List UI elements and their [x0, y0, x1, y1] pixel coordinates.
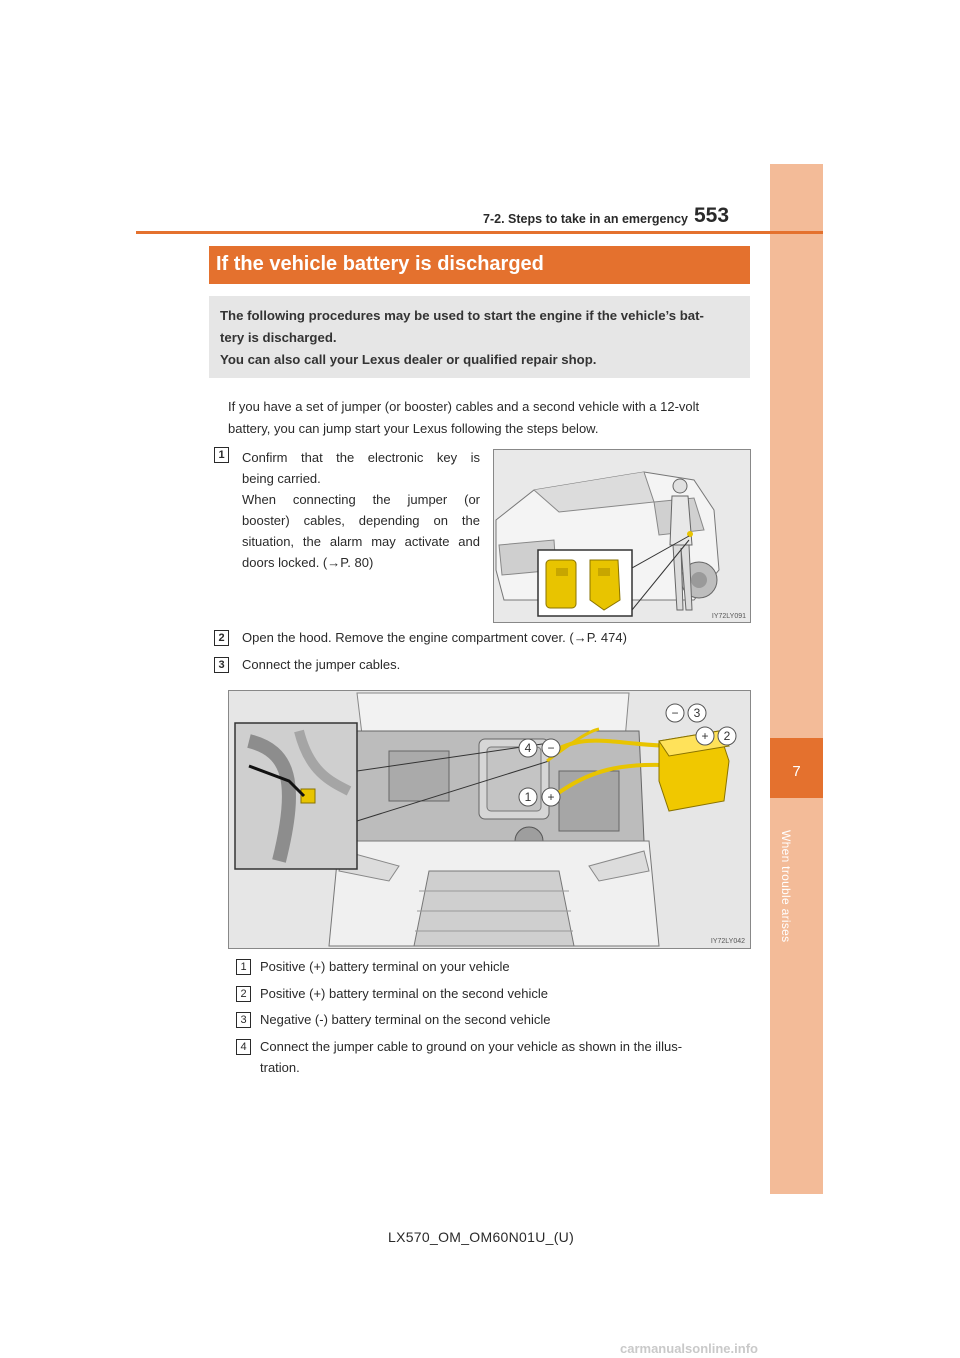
- step-line: being carried.: [242, 471, 321, 486]
- step-1-text: [242, 447, 480, 573]
- callout-label: −: [671, 706, 679, 720]
- car-and-person-drawing: [494, 450, 750, 622]
- item-4-text: [260, 1036, 750, 1078]
- item-1-text: Positive (+) battery terminal on your vehicle: [260, 959, 510, 974]
- intro-text: [220, 305, 745, 371]
- chapter-title: When trouble arises: [779, 830, 793, 943]
- callout-label: +: [547, 790, 555, 804]
- step-number-2: 2: [214, 630, 229, 646]
- electronic-key-illustration: [493, 449, 751, 623]
- item-line: tration.: [260, 1060, 300, 1075]
- step-line: booster) cables, depending on the: [242, 513, 480, 528]
- step-3-text: Connect the jumper cables.: [242, 657, 401, 672]
- item-number-3: 3: [236, 1012, 251, 1028]
- document-code: LX570_OM_OM60N01U_(U): [388, 1229, 575, 1245]
- callout-label: 4: [524, 741, 532, 755]
- item-2-text: Positive (+) battery terminal on the second vehicle: [260, 986, 548, 1001]
- callout-label: 1: [524, 790, 532, 804]
- step-line: Confirm that the electronic key is: [242, 450, 480, 465]
- callout-label: −: [547, 741, 555, 755]
- callout-label: +: [701, 729, 709, 743]
- engine-bay-drawing: [229, 691, 750, 948]
- page-number: 553: [694, 204, 730, 227]
- item-number-4: 4: [236, 1039, 251, 1055]
- jumper-cable-illustration: [228, 690, 751, 949]
- lead-line: battery, you can jump start your Lexus following the steps below.: [228, 421, 599, 436]
- lead-paragraph: [228, 396, 753, 440]
- step-line: situation, the alarm may activate and: [242, 534, 480, 549]
- step-line: doors locked. (→P. 80): [242, 555, 374, 570]
- running-head: 7-2. Steps to take in an emergency: [483, 212, 688, 226]
- item-line: Connect the jumper cable to ground on your vehicle as shown in the illus-: [260, 1039, 683, 1054]
- intro-line: You can also call your Lexus dealer or qualified repair shop.: [220, 352, 597, 367]
- step-number-3: 3: [214, 657, 229, 673]
- item-number-2: 2: [236, 986, 251, 1002]
- step-line: When connecting the jumper (or: [242, 492, 480, 507]
- chapter-number: 7: [792, 763, 801, 780]
- callout-label: 3: [693, 706, 701, 720]
- callout-label: 2: [723, 729, 731, 743]
- step-2-text: Open the hood. Remove the engine compartment cover. (→P. 474): [242, 630, 627, 645]
- illustration-code: IY72LY042: [710, 938, 745, 945]
- watermark: carmanualsonline.info: [620, 1341, 758, 1356]
- step-number-1: 1: [214, 447, 229, 463]
- header-rule: [136, 231, 823, 234]
- illustration-code: IY72LY091: [711, 613, 746, 620]
- lead-line: If you have a set of jumper (or booster) cables and a second vehicle with a 12-volt: [228, 399, 700, 414]
- item-3-text: Negative (-) battery terminal on the second vehicle: [260, 1012, 551, 1027]
- intro-line: tery is discharged.: [220, 330, 337, 345]
- section-title: If the vehicle battery is discharged: [216, 253, 544, 275]
- intro-line: The following procedures may be used to start the engine if the vehicle’s bat-: [220, 308, 704, 323]
- side-tab: [770, 164, 823, 1194]
- item-number-1: 1: [236, 959, 251, 975]
